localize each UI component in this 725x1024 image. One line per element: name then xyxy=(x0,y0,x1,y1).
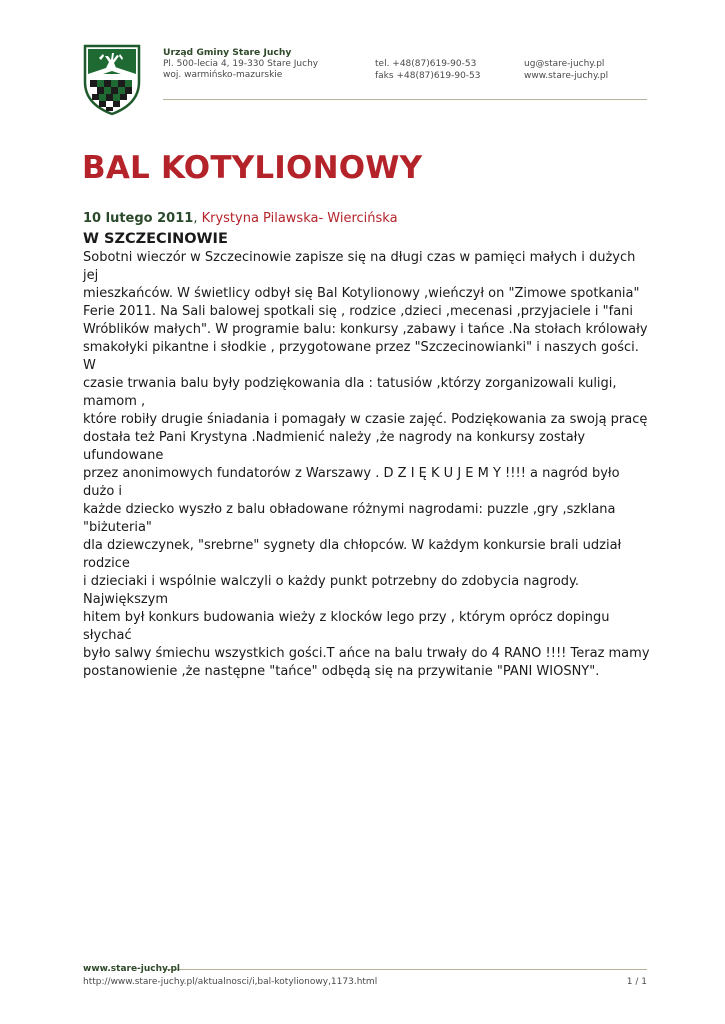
email-link[interactable]: ug@stare-juchy.pl xyxy=(524,59,605,69)
header-office-block xyxy=(163,47,318,82)
page-number: 1 / 1 xyxy=(626,977,647,987)
article-meta xyxy=(83,211,398,226)
header-divider xyxy=(163,99,647,100)
article-body: Sobotni wieczór w Szczecinowie zapisze się na długi czas w pamięci małych i dużych jej mieszkańców. W świetlicy odbył się Bal Kotylionowy ,wieńczył on "Zimowe spotkania" Ferie 2011. Na Sali balowej spotkali się , rodzice ,dzieci ,mecenasi ,przyjaciele i "fani Wróblików małych". W programie balu: konkursy ,zabawy i tańce .Na stołach królowały smakołyki pikantne i słodkie , przygotowane przez "Szczecinowianki" i naszych gości. W czasie trwania balu były podziękowania dla : tatusiów ,którzy zorganizowali kuligi, mamom , które robiły drugie śniadania i pomagały w czasie zajęć. Podziękowania za swoją pracę dostała też Pani Krystyna .Nadmienić należy ,że nagrody na konkursy zostały ufundowane przez anonimowych fundatorów z Warszawy . D Z I Ę K U J E M Y !!!! a nagród było dużo i każde dziecko wyszło z balu obładowane różnymi nagrodami: puzzle ,gry ,szklana "biżuteria" dla dziewczynek, "srebrne" sygnety dla chłopców. W każdym konkursie brali udział rodzice i dzieciaki i wspólnie walczyli o każdy punkt potrzebny do zdobycia nagrody. Największym hitem był konkurs budowania wieży z klocków lego przy , którym oprócz dopingu słychać było salwy śmiechu wszystkich gości.T ańce na balu trwały do 4 RANO !!!! Teraz mamy postanowienie ,że następne "tańce" odbędą się na przywitanie "PANI WIOSNY". xyxy=(83,250,650,679)
article-title: BAL KOTYLIONOWY xyxy=(82,150,423,186)
article-author: Krystyna Pilawska- Wiercińska xyxy=(201,211,398,226)
website-link[interactable]: www.stare-juchy.pl xyxy=(524,70,609,81)
header-contact-block xyxy=(375,59,481,82)
address-line-2: woj. warmińsko-mazurskie xyxy=(163,70,283,80)
header-web-block xyxy=(524,59,608,82)
phone-number: tel. +48(87)619-90-53 xyxy=(375,59,477,69)
footer-url[interactable]: http://www.stare-juchy.pl/aktualnosci/i,bal-kotylionowy,1173.html xyxy=(83,977,378,987)
office-name: Urząd Gminy Stare Juchy xyxy=(163,47,292,58)
article-subtitle: W SZCZECINOWIE xyxy=(83,231,228,247)
article-date: 10 lutego 2011 xyxy=(83,211,194,226)
fax-number: faks +48(87)619-90-53 xyxy=(375,70,481,81)
meta-separator: , xyxy=(193,211,202,226)
coat-of-arms-icon xyxy=(83,44,141,116)
footer-site[interactable]: www.stare-juchy.pl xyxy=(83,964,181,974)
footer-divider xyxy=(163,969,647,970)
address-line-1: Pl. 500-lecia 4, 19-330 Stare Juchy xyxy=(163,58,319,69)
